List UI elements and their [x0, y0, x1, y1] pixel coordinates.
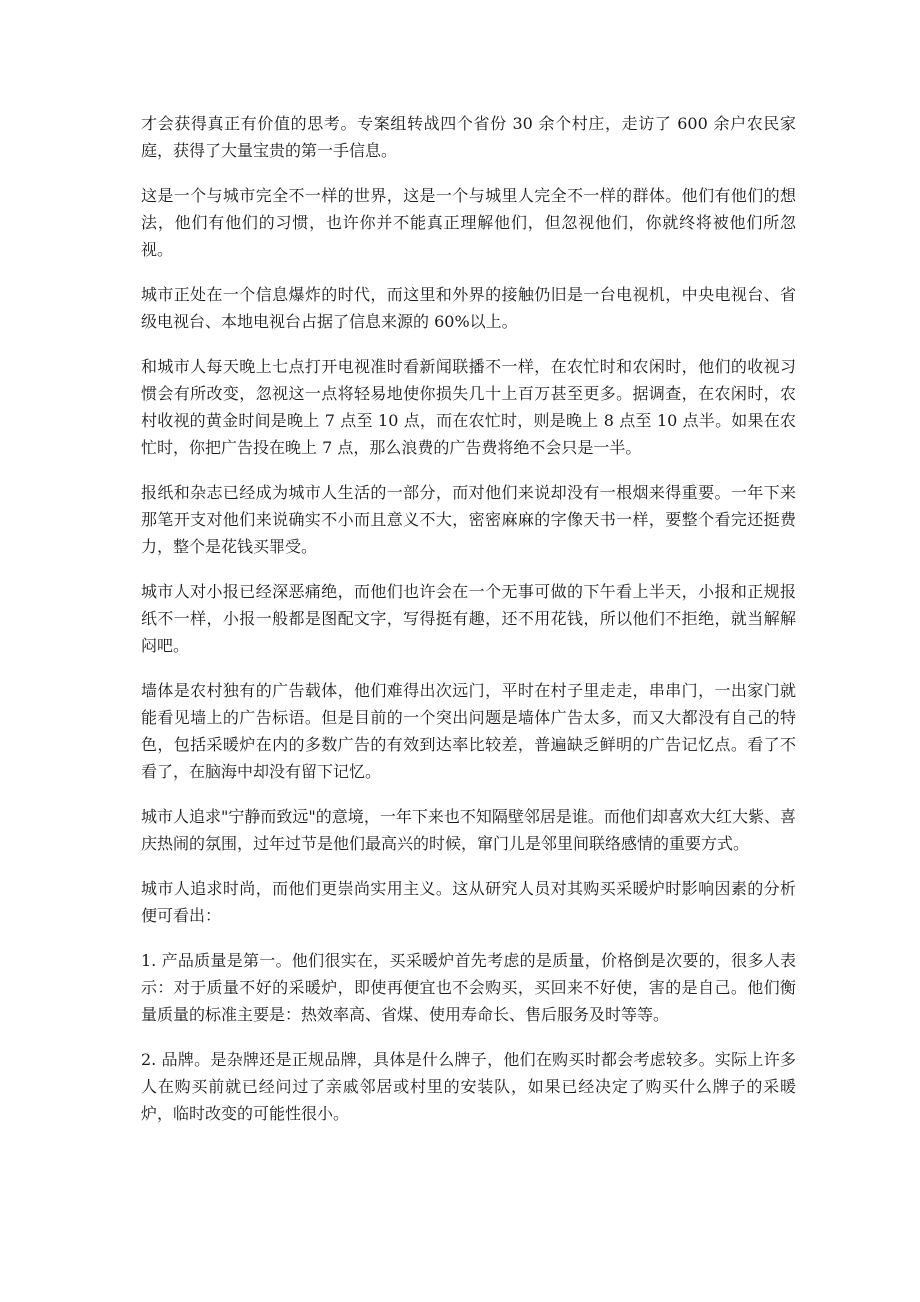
paragraph: 城市人追求"宁静而致远"的意境，一年下来也不知隔壁邻居是谁。而他们却喜欢大红大紫、喜庆热闹的氛围，过年过节是他们最高兴的时候，窜门儿是邻里间联络感情的重要方式。 — [141, 807, 796, 853]
document-body — [141, 110, 796, 1145]
paragraph: 才会获得真正有价值的思考。专案组转战四个省份 30 余个村庄，走访了 600 余户农民家庭，获得了大量宝贵的第一手信息。 — [141, 114, 796, 160]
paragraph: 和城市人每天晚上七点打开电视准时看新闻联播不一样，在农忙时和农闲时，他们的收视习惯会有所改变，忽视这一点将轻易地使你损失几十上百万甚至更多。据调查，在农闲时，农村收视的黄金时间是晚上 7 点至 10 点，而在农忙时，则是晚上 8 点至 10 点半。如果在农忙时，你把广告投在晚上 7 点，那么浪费的广告费将绝不会只是一半。 — [141, 357, 796, 457]
paragraph: 报纸和杂志已经成为城市人生活的一部分，而对他们来说却没有一根烟来得重要。一年下来那笔开支对他们来说确实不小而且意义不大，密密麻麻的字像天书一样，要整个看完还挺费力，整个是花钱买罪受。 — [141, 483, 796, 556]
paragraph: 城市人对小报已经深恶痛绝，而他们也许会在一个无事可做的下午看上半天，小报和正规报纸不一样，小报一般都是图配文字，写得挺有趣，还不用花钱，所以他们不拒绝，就当解解闷吧。 — [141, 582, 796, 655]
paragraph: 城市人追求时尚，而他们更崇尚实用主义。这从研究人员对其购买采暖炉时影响因素的分析便可看出： — [141, 879, 796, 925]
paragraph: 这是一个与城市完全不一样的世界，这是一个与城里人完全不一样的群体。他们有他们的想法，他们有他们的习惯，也许你并不能真正理解他们，但忽视他们，你就终将被他们所忽视。 — [141, 186, 796, 259]
paragraph: 墙体是农村独有的广告载体，他们难得出次远门，平时在村子里走走，串串门，一出家门就能看见墙上的广告标语。但是目前的一个突出问题是墙体广告太多，而又大都没有自己的特色，包括采暖炉在内的多数广告的有效到达率比较差，普遍缺乏鲜明的广告记忆点。看了不看了，在脑海中却没有留下记忆。 — [141, 681, 796, 781]
numbered-paragraph: 1. 产品质量是第一。他们很实在，买采暖炉首先考虑的是质量，价格倒是次要的，很多人表示：对于质量不好的采暖炉，即使再便宜也不会购买，买回来不好使，害的是自己。他们衡量质量的标准主要是：热效率高、省煤、使用寿命长、售后服务及时等等。 — [141, 951, 796, 1024]
numbered-paragraph: 2. 品牌。是杂牌还是正规品牌，具体是什么牌子，他们在购买时都会考虑较多。实际上许多人在购买前就已经问过了亲戚邻居或村里的安装队，如果已经决定了购买什么牌子的采暖炉，临时改变的可能性很小。 — [141, 1050, 796, 1123]
paragraph: 城市正处在一个信息爆炸的时代，而这里和外界的接触仍旧是一台电视机，中央电视台、省级电视台、本地电视台占据了信息来源的 60%以上。 — [141, 285, 796, 331]
